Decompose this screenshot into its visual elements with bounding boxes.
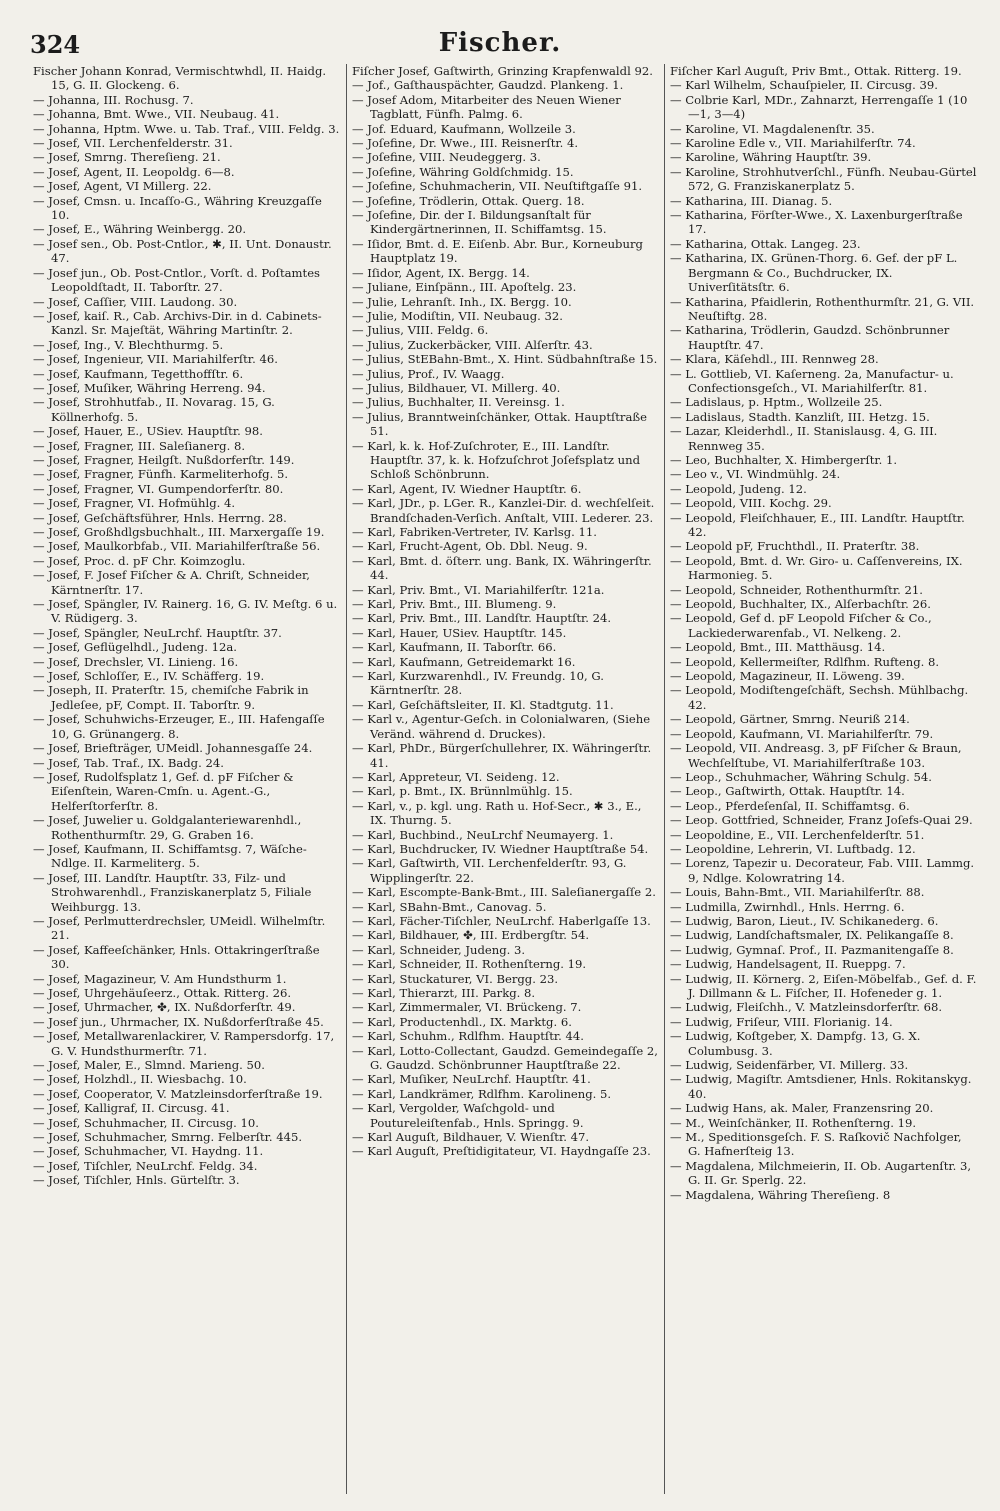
directory-entry: — Ladislaus, Stadth. Kanzliſt, III. Hetzg. 15. bbox=[670, 409, 930, 424]
directory-entry: — Karl, Kurzwarenhdl., IV. Freundg. 10, G. Kärntnerſtr. 28. bbox=[352, 669, 604, 698]
directory-entry: — Karl, Schneider, Judeng. 3. bbox=[352, 942, 526, 957]
directory-entry: — Karl, Schuhm., Rdlfhm. Hauptſtr. 44. bbox=[352, 1029, 584, 1044]
directory-entry: — Karl, Hauer, USiev. Hauptſtr. 145. bbox=[352, 625, 567, 640]
directory-entry: — Leo, Buchhalter, X. Himbergerſtr. 1. bbox=[670, 452, 898, 467]
directory-entry: — Ludwig, Baron, Lieut., IV. Schikanederg. 6. bbox=[670, 913, 939, 928]
directory-entry: — Lazar, Kleiderhdl., II. Stanislausg. 4, G. III. Rennweg 35. bbox=[670, 424, 938, 453]
directory-entry: — Josef, VII. Lerchenfelderstr. 31. bbox=[33, 136, 233, 151]
directory-entry: — Leopold, Schneider, Rothenthurmſtr. 21. bbox=[670, 582, 923, 597]
directory-entry: — Josef jun., Ob. Post-Cntlor., Vorſt. d. Poſtamtes Leopoldſtadt, II. Taborſtr. 27. bbox=[33, 265, 321, 295]
directory-entry: — Karl, PhDr., Bürgerſchullehrer, IX. Währingerſtr. 41. bbox=[352, 741, 652, 770]
directory-entry: — Josef, Fragner, VI. Hofmühlg. 4. bbox=[33, 496, 236, 511]
directory-entry: — Klara, Käſehdl., III. Rennweg 28. bbox=[670, 352, 879, 367]
directory-entry: — Leopold, Modiſtengeſchäft, Sechsh. Mühlbachg. 42. bbox=[670, 683, 969, 712]
directory-entry: — M., Weinſchänker, II. Rothenſterng. 19. bbox=[670, 1115, 917, 1130]
directory-entry: — Joſefine, Währing Goldſchmidg. 15. bbox=[352, 164, 574, 179]
directory-entry: — Josef, Spängler, IV. Rainerg. 16, G. IV. Meſtg. 6 u. V. Rüdigerg. 3. bbox=[33, 597, 338, 626]
directory-entry: — Katharina, Förſter-Wwe., X. Laxenburgerſtraße 17. bbox=[670, 208, 963, 237]
directory-entry: — Ludwig, Seidenfärber, VI. Millerg. 33. bbox=[670, 1058, 909, 1073]
directory-entry: — Karl Wilhelm, Schauſpieler, II. Circusg. 39. bbox=[670, 78, 938, 93]
directory-entry: — Colbrie Karl, MDr., Zahnarzt, Herrengaſſe 1 (10—1, 3—4) bbox=[670, 92, 968, 122]
page-title: Fischer. bbox=[438, 28, 562, 58]
directory-entry: — Leopold, Kaufmann, VI. Mariahilferſtr. 79. bbox=[670, 726, 934, 741]
directory-entry: — Karl, Fabriken-Vertreter, IV. Karlsg. 11. bbox=[352, 525, 597, 539]
directory-entry: — Josef, Geflügelhdl., Judeng. 12a. bbox=[33, 640, 237, 655]
directory-entry: — Ludwig, Fleiſchh., V. Matzleinsdorferſtr. 68. bbox=[670, 1000, 943, 1015]
directory-entry: — Josef, Maler, E., Slmnd. Marieng. 50. bbox=[33, 1058, 265, 1073]
directory-entry: — Joſefine, Dir. der I. Bildungsanſtalt für Kindergärtnerinnen, II. Schiffamtsg. 15. bbox=[352, 208, 607, 237]
directory-entry: — Josef, Ing., V. Blechthurmg. 5. bbox=[33, 337, 224, 352]
directory-entry: — Katharina, III. Dianag. 5. bbox=[670, 193, 833, 208]
directory-entry: — Karl, Vergolder, Waſchgold- und Poutureleiſtenfab., Hnls. Springg. 9. bbox=[352, 1101, 584, 1130]
directory-entry: — Josef jun., Uhrmacher, IX. Nußdorferſtraße 45. bbox=[33, 1014, 324, 1029]
directory-entry: — Leop. Gottfried, Schneider, Franz Joſefs-Quai 29. bbox=[670, 813, 973, 828]
directory-entry: — Jof. Eduard, Kaufmann, Wollzeile 3. bbox=[352, 121, 576, 136]
directory-entry: — Julius, Bildhauer, VI. Millerg. 40. bbox=[352, 380, 561, 395]
directory-entry: — Karl, Bildhauer, ✤, III. Erdbergſtr. 54. bbox=[352, 928, 590, 943]
directory-entry: — Josef, Metallwarenlackirer, V. Rampersdorfg. 17, G. V. Hundsthurmerſtr. 71. bbox=[33, 1029, 335, 1058]
directory-entry: — Leopold, Judeng. 12. bbox=[670, 481, 807, 496]
directory-entry: — Josef, Maulkorbfab., VII. Mariahilferſtraße 56. bbox=[33, 539, 321, 554]
directory-entry: — Julie, Modiſtin, VII. Neubaug. 32. bbox=[352, 308, 563, 323]
directory-entry: — Ludwig, Gymnaſ. Prof., II. Pazmanitengaſſe 8. bbox=[670, 942, 954, 957]
directory-entry: — Ludwig, Koſtgeber, X. Dampfg. 13, G. X. Columbusg. 3. bbox=[670, 1029, 921, 1058]
directory-entry: — Josef, Kalligraf, II. Circusg. 41. bbox=[33, 1101, 230, 1116]
directory-entry: — Leopold, Bmt. d. Wr. Giro- u. Caſſenvereins, IX. Harmonieg. 5. bbox=[670, 553, 963, 583]
directory-entry: — Karl, Buchdrucker, IV. Wiedner Hauptſtraße 54. bbox=[352, 841, 649, 856]
directory-entry: — Karl, Frucht-Agent, Ob. Dbl. Neug. 9. bbox=[352, 539, 588, 554]
directory-entry: — Karl, Priv. Bmt., III. Blumeng. 9. bbox=[352, 597, 557, 612]
directory-entry: — Karl, Fächer-Tiſchler, NeuLrchf. Haberlgaſſe 13. bbox=[352, 913, 651, 928]
directory-entry: — Josef, Perlmutterdrechsler, UMeidl. Wilhelmſtr. 21. bbox=[33, 913, 326, 943]
directory-entry: — Karl, Buchbind., NeuLrchf Neumayerg. 1. bbox=[352, 827, 614, 842]
directory-entry: — Karl, Priv. Bmt., VI. Mariahilferſtr. 121a. bbox=[352, 582, 605, 597]
directory-entry: — Leopoldine, Lehrerin, VI. Luftbadg. 12. bbox=[670, 841, 916, 856]
directory-entry: — Johanna, Hptm. Wwe. u. Tab. Traf., VIII. Feldg. 3. bbox=[33, 121, 340, 136]
directory-entry: — Karl, Muſiker, NeuLrchf. Hauptſtr. 41. bbox=[352, 1072, 591, 1087]
directory-entry: — Karl, Kaufmann, II. Taborſtr. 66. bbox=[352, 640, 557, 655]
directory-entry: — Karl, p. Bmt., IX. Brünnlmühlg. 15. bbox=[352, 784, 573, 799]
directory-entry: — Ludwig, Magiſtr. Amtsdiener, Hnls. Rokitanskyg. 40. bbox=[670, 1072, 972, 1101]
directory-entry: Fiſcher Josef, Gaſtwirth, Grinzing Krapfenwaldl 92. bbox=[352, 64, 653, 78]
directory-entry: — Josef, Schuhmacher, VI. Haydng. 11. bbox=[33, 1144, 264, 1159]
directory-entry: — Josef, Cooperator, V. Matzleinsdorferſtraße 19. bbox=[33, 1086, 323, 1101]
directory-entry: — Julius, VIII. Feldg. 6. bbox=[352, 323, 489, 338]
directory-entry: — Joſefine, Schuhmacherin, VII. Neuſtiftgaſſe 91. bbox=[352, 179, 643, 194]
directory-entry: — Karl, Zimmermaler, VI. Brückeng. 7. bbox=[352, 1000, 582, 1015]
directory-columns bbox=[28, 64, 984, 1494]
directory-entry: — Iſidor, Agent, IX. Bergg. 14. bbox=[352, 265, 530, 280]
directory-entry: — Josef, Schuhwichs-Erzeuger, E., III. Hafengaſſe 10, G. Grünangerg. 8. bbox=[33, 712, 325, 741]
directory-entry: — Katharina, IX. Grünen-Thorg. 6. Gef. der pF L. Bergmann & Co., Buchdrucker, IX. Univerſitätsſtr. 6. bbox=[670, 251, 958, 295]
directory-entry: — Leopold, Bmt., III. Matthäusg. 14. bbox=[670, 640, 886, 655]
directory-column-1 bbox=[28, 64, 346, 1494]
directory-entry: — Julie, Lehranſt. Inh., IX. Bergg. 10. bbox=[352, 294, 572, 309]
directory-entry: — Ludwig, Handelsagent, II. Rueppg. 7. bbox=[670, 957, 906, 972]
directory-entry: — Leop., Schuhmacher, Währing Schulg. 54. bbox=[670, 769, 932, 784]
directory-entry: — Karl, Stuckaturer, VI. Bergg. 23. bbox=[352, 971, 559, 986]
directory-entry: — Josef, Drechsler, VI. Linieng. 16. bbox=[33, 654, 239, 669]
directory-entry: — Leopold, Fleiſchhauer, E., III. Landſtr. Hauptſtr. 42. bbox=[670, 510, 965, 539]
directory-entry: — Johanna, III. Rochusg. 7. bbox=[33, 92, 194, 107]
directory-entry: — Karl, Agent, IV. Wiedner Hauptſtr. 6. bbox=[352, 481, 582, 496]
directory-column-2 bbox=[346, 64, 664, 1494]
directory-entry: — Karl, Gaſtwirth, VII. Lerchenfelderſtr. 93, G. Wipplingerſtr. 22. bbox=[352, 856, 627, 885]
directory-entry: — Josef, Tiſchler, Hnls. Gürtelſtr. 3. bbox=[33, 1173, 240, 1188]
directory-entry: — Josef, Rudolfsplatz 1, Gef. d. pF Fiſcher & Eiſenſtein, Waren-Cmſn. u. Agent.-G., Helferſtorferſtr. 8. bbox=[33, 769, 294, 813]
directory-entry: — Joſefine, Trödlerin, Ottak. Querg. 18. bbox=[352, 193, 585, 208]
directory-entry: — Leopold, Kellermeiſter, Rdlfhm. Rufteng. 8. bbox=[670, 654, 940, 669]
directory-entry: — Katharina, Pfaidlerin, Rothenthurmſtr. 21, G. VII. Neuſtiftg. 28. bbox=[670, 294, 975, 323]
directory-entry: — Karl, Thierarzt, III. Parkg. 8. bbox=[352, 986, 536, 1000]
directory-entry: — Karl, Priv. Bmt., III. Landſtr. Hauptſtr. 24. bbox=[352, 611, 612, 626]
directory-entry: — Karl, v., p. kgl. ung. Rath u. Hof-Secr., ✱ 3., E., IX. Thurng. 5. bbox=[352, 798, 642, 828]
directory-entry: — Karl, Bmt. d. öſterr. ung. Bank, IX. Währingerſtr. 44. bbox=[352, 553, 652, 583]
directory-entry: — Josef, Kaufmann, Tegetthoffſtr. 6. bbox=[33, 366, 244, 381]
directory-entry: — Julius, StEBahn-Bmt., X. Hint. Südbahnſtraße 15. bbox=[352, 352, 658, 367]
directory-entry: — Julius, Zuckerbäcker, VIII. Alſerſtr. 43. bbox=[352, 337, 593, 352]
directory-entry: — Josef, Fragner, Heilgſt. Nußdorferſtr. 149. bbox=[33, 452, 295, 467]
directory-entry: — Josef, Agent, VI Millerg. 22. bbox=[33, 179, 212, 194]
directory-entry: — Josef, Strohhutfab., II. Novarag. 15, G. Köllnerhofg. 5. bbox=[33, 395, 275, 424]
directory-entry: — Leopold, Gärtner, Smrng. Neuriß 214. bbox=[670, 712, 910, 727]
directory-entry: — Karoline, Währing Hauptſtr. 39. bbox=[670, 150, 872, 165]
directory-entry: — Ludwig Hans, ak. Maler, Franzensring 20. bbox=[670, 1101, 934, 1116]
directory-entry: — Josef, Smrng. Thereſieng. 21. bbox=[33, 150, 221, 165]
directory-entry: — Iſidor, Bmt. d. E. Eiſenb. Abr. Bur., Korneuburg Hauptplatz 19. bbox=[352, 236, 643, 266]
directory-entry: — Karl, Lotto-Collectant, Gaudzd. Gemeindegaſſe 2, G. Gaudzd. Schönbrunner Hauptſtraße 22. bbox=[352, 1043, 658, 1073]
directory-column-3 bbox=[664, 64, 982, 1494]
directory-entry: — Joseph, II. Praterſtr. 15, chemiſche Fabrik in Jedleſee, pF, Compt. II. Taborſtr. 9. bbox=[33, 683, 309, 712]
directory-entry: — Leopold, Buchhalter, IX., Alſerbachſtr. 26. bbox=[670, 597, 931, 612]
directory-entry: — Josef, Cmsn. u. Incaſſo-G., Währing Kreuzgaſſe 10. bbox=[33, 193, 322, 223]
directory-entry: — Karl, k. k. Hof-Zuſchroter, E., III. Landſtr. Hauptſtr. 37, k. k. Hofzuſchrot Joſefsplatz und Schloß Schönbrunn. bbox=[352, 438, 641, 482]
directory-entry: — Josef, Uhrgehäuſeerz., Ottak. Ritterg. 26. bbox=[33, 986, 292, 1000]
directory-entry: — Josef, Schuhmacher, II. Circusg. 10. bbox=[33, 1115, 259, 1130]
directory-entry: — Louis, Bahn-Bmt., VII. Mariahilferſtr. 88. bbox=[670, 885, 925, 900]
directory-entry: — Karl, Appreteur, VI. Seideng. 12. bbox=[352, 769, 560, 784]
directory-entry: — Josef, Kaufmann, II. Schiffamtsg. 7, Wäſche-Ndlge. II. Karmeliterg. 5. bbox=[33, 841, 307, 871]
directory-entry: — Karl, Geſchäftsleiter, II. Kl. Stadtgutg. 11. bbox=[352, 697, 614, 712]
directory-entry: — Josef, Magazineur, V. Am Hundsthurm 1. bbox=[33, 971, 287, 986]
directory-entry: — Josef, Geſchäftsführer, Hnls. Herrng. 28. bbox=[33, 510, 287, 525]
directory-entry: — L. Gottlieb, VI. Kaſerneng. 2a, Manufactur- u. Confectionsgeſch., VI. Mariahilferſtr. 81. bbox=[670, 366, 954, 395]
directory-entry: — Karl, Landkrämer, Rdlfhm. Karolineng. 5. bbox=[352, 1086, 612, 1101]
directory-entry: — Karl Auguſt, Preſtidigitateur, VI. Haydngaſſe 23. bbox=[352, 1144, 651, 1159]
directory-entry: — Julius, Buchhalter, II. Vereinsg. 1. bbox=[352, 395, 565, 410]
directory-entry: — Karl, Escompte-Bank-Bmt., III. Saleſianergaſſe 2. bbox=[352, 885, 656, 900]
directory-entry: — Juliane, Einſpänn., III. Apoſtelg. 23. bbox=[352, 280, 577, 295]
directory-entry: — Leopold, Magazineur, II. Löweng. 39. bbox=[670, 669, 905, 684]
directory-entry: — Josef Adom, Mitarbeiter des Neuen Wiener Tagblatt, Fünfh. Palmg. 6. bbox=[352, 92, 621, 122]
directory-entry: — Katharina, Trödlerin, Gaudzd. Schönbrunner Hauptſtr. 47. bbox=[670, 323, 950, 352]
directory-entry: — Josef, Hauer, E., USiev. Hauptſtr. 98. bbox=[33, 424, 263, 439]
directory-entry: — Leop., Pferdeſenſal, II. Schiffamtsg. 6. bbox=[670, 798, 910, 813]
directory-entry: — Leop., Gaſtwirth, Ottak. Hauptſtr. 14. bbox=[670, 784, 905, 799]
directory-entry: — Magdalena, Währing Thereſieng. 8 bbox=[670, 1187, 891, 1202]
directory-entry: — Josef, Fragner, III. Saleſianerg. 8. bbox=[33, 438, 246, 453]
directory-entry: — Karoline Edle v., VII. Mariahilferſtr. 74. bbox=[670, 136, 916, 151]
directory-entry: — Josef, Tab. Traf., IX. Badg. 24. bbox=[33, 755, 224, 770]
directory-entry: — Josef, Fragner, Fünfh. Karmeliterhofg. 5. bbox=[33, 467, 288, 482]
directory-entry: — Josef, Caſſier, VIII. Laudong. 30. bbox=[33, 294, 238, 309]
directory-entry: — Karoline, Strohhutverſchl., Fünfh. Neubau-Gürtel 572, G. Franziskanerplatz 5. bbox=[670, 164, 977, 194]
directory-entry: — Ladislaus, p. Hptm., Wollzeile 25. bbox=[670, 395, 883, 410]
directory-entry: — Julius, Prof., IV. Waagg. bbox=[352, 366, 505, 381]
directory-entry: — Karl, Schneider, II. Rothenſterng. 19. bbox=[352, 957, 587, 972]
directory-entry: — Josef, Agent, II. Leopoldg. 6—8. bbox=[33, 164, 235, 179]
directory-entry: — M., Speditionsgeſch. F. S. Raſkovič Nachfolger, G. Hafnerſteig 13. bbox=[670, 1130, 962, 1159]
directory-entry: — Josef, kaiſ. R., Cab. Archivs-Dir. in d. Cabinets-Kanzl. Sr. Majeſtät, Währing Martinſtr. 2. bbox=[33, 308, 322, 338]
directory-entry: — Josef, Großhdlgsbuchhalt., III. Marxergaſſe 19. bbox=[33, 525, 325, 539]
directory-entry: — Josef, Holzhdl., II. Wiesbachg. 10. bbox=[33, 1072, 247, 1087]
directory-entry: — Josef, F. Josef Fiſcher & A. Chriſt, Schneider, Kärntnerſtr. 17. bbox=[33, 568, 310, 597]
directory-entry: — Josef, E., Währing Weinbergg. 20. bbox=[33, 222, 247, 237]
directory-entry: — Joſefine, Dr. Wwe., III. Reisnerſtr. 4. bbox=[352, 136, 579, 151]
directory-entry: — Karl, JDr., p. LGer. R., Kanzlei-Dir. d. wechſelſeit. Brandſchaden-Verſich. Anſtalt, VIII. Lederer. 23. bbox=[352, 496, 655, 525]
directory-entry: — Leo v., VI. Windmühlg. 24. bbox=[670, 467, 841, 482]
directory-entry: — Josef sen., Ob. Post-Cntlor., ✱, II. Unt. Donaustr. 47. bbox=[33, 236, 332, 266]
directory-entry: — Jof., Gaſthauspächter, Gaudzd. Plankeng. 1. bbox=[352, 78, 624, 93]
directory-entry: — Ludwig, Friſeur, VIII. Florianig. 14. bbox=[670, 1014, 893, 1029]
page-number: 324 bbox=[30, 30, 81, 59]
directory-entry: — Josef, Kaffeeſchänker, Hnls. Ottakringerſtraße 30. bbox=[33, 942, 320, 972]
directory-entry: — Josef, Schloſſer, E., IV. Schäfferg. 19. bbox=[33, 669, 265, 684]
directory-entry: — Ludmilla, Zwirnhdl., Hnls. Herrng. 6. bbox=[670, 899, 905, 914]
directory-entry: — Josef, Muſiker, Währing Herreng. 94. bbox=[33, 380, 266, 395]
directory-entry: — Lorenz, Tapezir u. Decorateur, Fab. VIII. Lammg. 9, Ndlge. Kolowratring 14. bbox=[670, 856, 975, 885]
directory-entry: — Karl, Kaufmann, Getreidemarkt 16. bbox=[352, 654, 576, 669]
directory-entry: — Karl Auguſt, Bildhauer, V. Wienſtr. 47. bbox=[352, 1130, 590, 1145]
directory-entry: — Magdalena, Milchmeierin, II. Ob. Augartenſtr. 3, G. II. Gr. Sperlg. 22. bbox=[670, 1158, 972, 1188]
directory-entry: — Josef, Spängler, NeuLrchf. Hauptſtr. 37. bbox=[33, 625, 282, 640]
directory-entry: — Johanna, Bmt. Wwe., VII. Neubaug. 41. bbox=[33, 107, 280, 122]
directory-entry: — Katharina, Ottak. Langeg. 23. bbox=[670, 236, 861, 251]
directory-entry: — Josef, III. Landſtr. Hauptſtr. 33, Filz- und Strohwarenhdl., Franziskanerplatz 5, Filiale Weihburgg. 13. bbox=[33, 870, 312, 914]
directory-entry: — Josef, Proc. d. pF Chr. Koimzoglu. bbox=[33, 553, 246, 568]
directory-entry: — Josef, Ingenieur, VII. Mariahilferſtr. 46. bbox=[33, 352, 278, 367]
directory-entry: — Ludwig, II. Körnerg. 2, Eiſen-Möbelfab., Gef. d. F. J. Dillmann & L. Fiſcher, II. Hofeneder g. 1. bbox=[670, 971, 977, 1000]
directory-entry: — Josef, Juwelier u. Goldgalanteriewarenhdl., Rothenthurmſtr. 29, G. Graben 16. bbox=[33, 813, 302, 842]
directory-entry: — Karl, SBahn-Bmt., Canovag. 5. bbox=[352, 899, 547, 914]
directory-entry: Fischer Johann Konrad, Vermischtwhdl, II. Haidg. 15, G. II. Glockeng. 6. bbox=[33, 64, 327, 93]
directory-entry: — Josef, Fragner, VI. Gumpendorferſtr. 80. bbox=[33, 481, 284, 496]
directory-entry: — Joſefine, VIII. Neudeggerg. 3. bbox=[352, 150, 541, 165]
directory-entry: — Josef, Schuhmacher, Smrng. Felberſtr. 445. bbox=[33, 1130, 303, 1145]
directory-entry: — Josef, Briefträger, UMeidl. Johannesgaſſe 24. bbox=[33, 741, 313, 756]
directory-entry: — Leopold, VIII. Kochg. 29. bbox=[670, 496, 832, 511]
directory-entry: — Karl, Productenhdl., IX. Marktg. 6. bbox=[352, 1014, 572, 1029]
directory-entry: — Leopold pF, Fruchthdl., II. Praterſtr. 38. bbox=[670, 539, 920, 554]
directory-entry: — Josef, Tiſchler, NeuLrchf. Feldg. 34. bbox=[33, 1158, 258, 1173]
directory-entry: — Julius, Branntweinſchänker, Ottak. Hauptſtraße 51. bbox=[352, 409, 647, 439]
directory-entry: — Josef, Uhrmacher, ✤, IX. Nußdorferſtr. 49. bbox=[33, 1000, 296, 1015]
directory-entry: — Leopold, VII. Andreasg. 3, pF Fiſcher & Braun, Wechſelſtube, VI. Mariahilferſtraße 103. bbox=[670, 741, 962, 770]
directory-entry: — Leopold, Gef d. pF Leopold Fiſcher & Co., Lackiederwarenfab., VI. Nelkeng. 2. bbox=[670, 611, 932, 640]
directory-entry: — Leopoldine, E., VII. Lerchenfelderſtr. 51. bbox=[670, 827, 925, 842]
directory-entry: — Karoline, VI. Magdalenenſtr. 35. bbox=[670, 121, 875, 136]
directory-entry: Fiſcher Karl Auguſt, Priv Bmt., Ottak. Ritterg. 19. bbox=[670, 64, 962, 78]
directory-entry: — Ludwig, Landſchaftsmaler, IX. Pelikangaſſe 8. bbox=[670, 928, 954, 943]
directory-entry: — Karl v., Agentur-Geſch. in Colonialwaren, (Siehe Veränd. während d. Druckes). bbox=[352, 712, 651, 741]
